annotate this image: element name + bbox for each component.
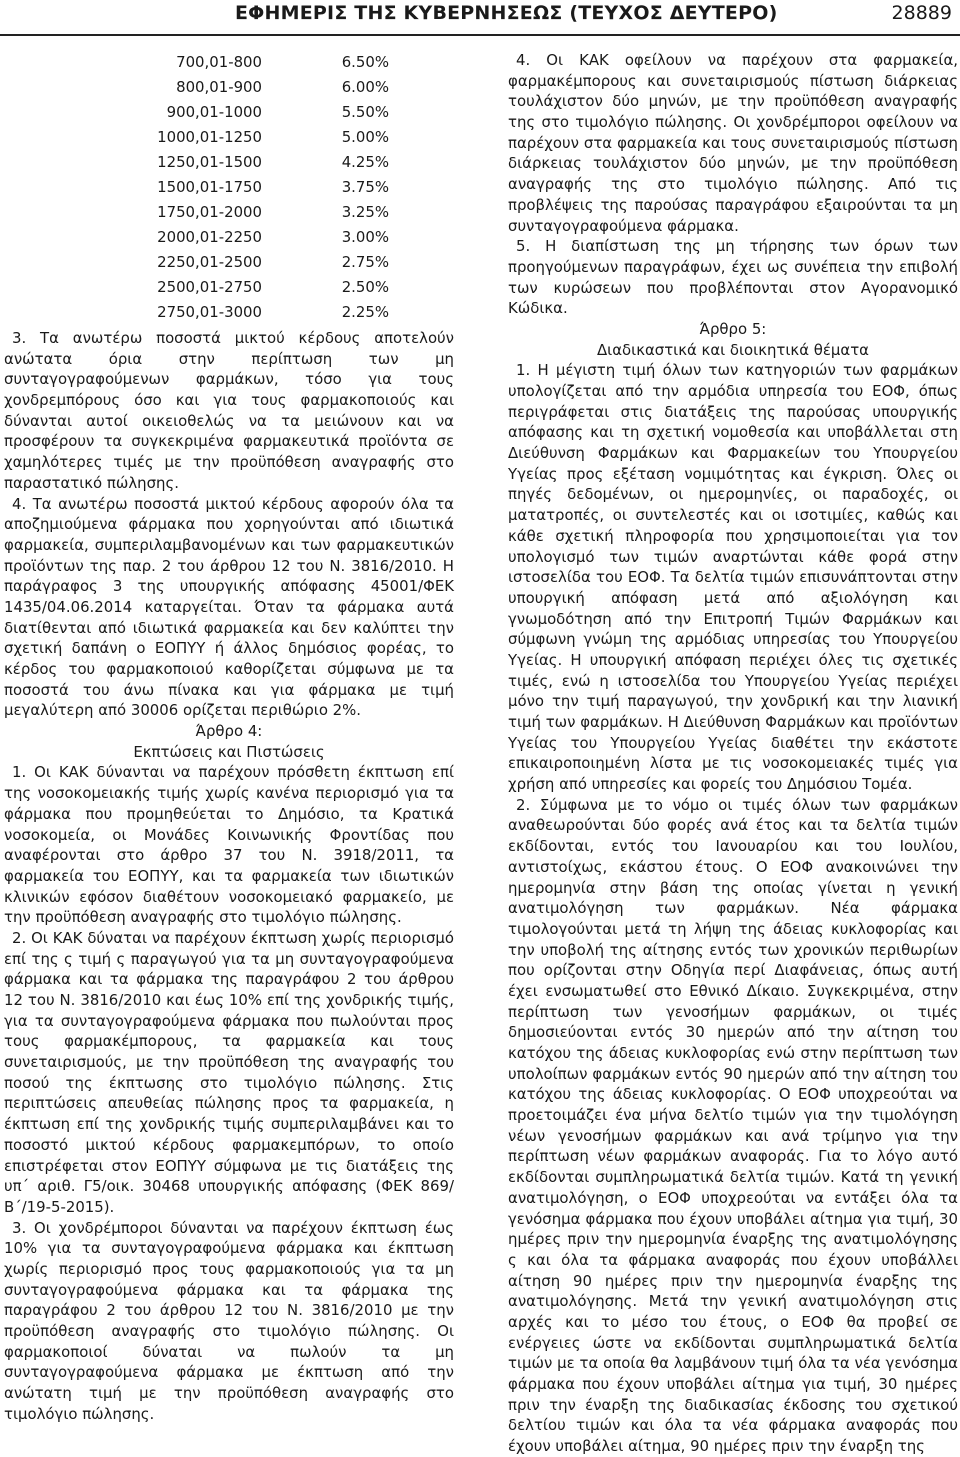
price-band: 900,01-1000 <box>166 103 262 121</box>
margin-rate: 4.25% <box>341 153 389 171</box>
paragraph-3: 3. Τα ανωτέρω ποσοστά μικτού κέρδους αποτελούν ανώτατα όρια στην περίπτωση των μη συνταγογραφούμενων φαρμάκων, τόσο για τους χονδρεμπόρους όσο και για τους φαρμακοποιούς και δύνανται αυτοί οικειοθελώς να τα μειώνουν και να προσφέρουν τα συγκεκριμένα φαρμακευτικά προϊόντα σε χαμηλότερες τιμές με την προϋπόθεση αναγραφής στο παραστατικό πώλησης. <box>4 329 454 492</box>
margin-rate: 2.25% <box>341 303 389 321</box>
paragraph-4: 4. Τα ανωτέρω ποσοστά μικτού κέρδους αφορούν όλα τα αποζημιούμενα φάρμακα που χορηγούνται από ιδιωτικά φαρμακεία, συμπεριλαμβανομένων και των φαρμακευτικών προϊόντων της παρ. 2 του άρθρου 12 του Ν. 3816/2010. Η παράγραφος 3 της υπουργικής απόφασης 45001/ΦΕΚ 1435/04.06.2014 καταργείται. Όταν τα φάρμακα αυτά διατίθενται από ιδιωτικά φαρμακεία και δεν καλύπτει την σχετική δαπάνη ο ΕΟΠΥΥ ή άλλος δημόσιος φορέας, το κέρδος του φαρμακοποιού καθορίζεται σύμφωνα με τα ποσοστά του άνω πίνακα και για φάρμακα με τιμή μεγαλύτερη από 30006 ορίζεται περιθώριο 2%. <box>4 494 454 720</box>
margin-rate: 2.75% <box>341 253 389 271</box>
margin-rate: 5.50% <box>341 103 389 121</box>
margin-rate: 2.50% <box>341 278 389 296</box>
table-row <box>80 200 389 225</box>
table-row <box>80 175 389 200</box>
margin-rate: 6.00% <box>341 78 389 96</box>
price-band: 700,01-800 <box>176 53 262 71</box>
price-band: 2250,01-2500 <box>157 253 262 271</box>
price-band: 1750,01-2000 <box>157 203 262 221</box>
price-band: 1000,01-1250 <box>157 128 262 146</box>
article-4-paragraph-2: 2. Οι ΚΑΚ δύναται να παρέχουν έκπτωση χωρίς περιορισμό επί της ς τιμή ς παραγωγού για τα μη συνταγογραφούμενα φάρμακα και τα φάρμακα της παραγράφου 2 του άρθρου 12 του Ν. 3816/2010 και έως 10% επί της χονδρικής τιμής, για τα συνταγογραφούμενα φάρμακα που πωλούνται προς τους φαρμακέμπορους, τα φαρμακεία και τους συνεταιρισμούς, με την προϋπόθεση της αναγραφής του ποσού της έκπτωσης στο τιμολόγιο πώλησης. Στις περιπτώσεις απευθείας πώλησης προς τα φαρμακεία, η έκπτωση επί της χονδρικής τιμής συμπεριλαμβάνει και το ποσοστό μικτού κέρδους φαρμακεμπόρων, το οποίο επιστρέφεται στον ΕΟΠΥΥ σύμφωνα με τις διατάξεις της υπ΄ αριθ. Γ5/οικ. 30468 υπουργικής απόφασης (ΦΕΚ 869/Β΄/19-5-2015). <box>4 928 454 1216</box>
margin-rate: 3.00% <box>341 228 389 246</box>
margin-rate: 3.25% <box>341 203 389 221</box>
article-4-paragraph-3: 3. Οι χονδρέμποροι δύνανται να παρέχουν έκπτωση έως 10% για τα συνταγογραφούμενα φάρμακα και έκπτωση χωρίς περιορισμό προς τους φαρμακοποιούς για τα μη συνταγογραφούμενα φάρμακα και τα φάρμακα της παραγράφου 2 του άρθρου 12 του Ν. 3816/2010 με την προϋπόθεση αναγραφής στο τιμολόγιο πώλησης. Οι φαρμακοποιοί δύναται να πωλούν τα μη συνταγογραφούμενα φάρμακα με έκπτωση από την ανώτατη τιμή με την προϋπόθεση αναγραφής στο τιμολόγιο πώλησης. <box>4 1218 454 1423</box>
article-4-paragraph-4: 4. Οι ΚΑΚ οφείλουν να παρέχουν στα φαρμακεία, φαρμακέμπορους και συνεταιρισμούς πίστωση διάρκειας τουλάχιστον δύο μηνών, με την προϋπόθεση αναγραφής της στο τιμολόγιο πώλησης. Οι χονδρέμποροι οφείλουν να παρέχουν στα φαρμακεία και τους συνεταιρισμούς πίστωση διάρκειας τουλάχιστον δύο μηνών, με την προϋπόθεση αναγραφής της στο τιμολόγιο πώλησης. Από τις προβλέψεις της παρούσας παραγράφου εξαιρούνται τα μη συνταγογραφούμενα φάρμακα. <box>508 51 958 235</box>
price-band: 1250,01-1500 <box>157 153 262 171</box>
price-band: 2750,01-3000 <box>157 303 262 321</box>
left-column <box>4 50 454 1424</box>
article-5-paragraph-2: 2. Σύμφωνα με το νόμο οι τιμές όλων των φαρμάκων αναθεωρούνται δύο φορές ανά έτος και τα δελτία τιμών εκδίδονται, εντός του Ιανουαρίου και του Ιουλίου, αντιστοίχως, εκάστου έτους. Ο ΕΟΦ ανακοινώνει την ημερομηνία στην βάση της οποίας γίνεται η γενική ανατιμολόγηση των φαρμάκων. Νέα φάρμακα τιμολογούνται μετά τη λήψη της άδειας κυκλοφορίας και την υποβολή της αίτησης εντός των χρονικών περιθωρίων που ορίζονται στην Οδηγία περί Διαφάνειας, όπως αυτή έχει ενσωματωθεί στο Εθνικό Δίκαιο. Συγκεκριμένα, στην περίπτωση των γενοσήμων φαρμάκων, οι τιμές δημοσιεύονται εντός 30 ημερών από την αίτηση του κατόχου της άδειας κυκλοφορίας ενώ στην περίπτωση των υπολοίπων φαρμάκων εντός 90 ημερών από την αίτηση του κατόχου της άδειας κυκλοφορίας. Ο ΕΟΦ υποχρεούται να προετοιμάζει ένα μήνα δελτίο τιμών για την τιμολόγηση νέων γενοσήμων φαρμάκων και ανά τρίμηνο για την περίπτωση νέων φαρμάκων αναφοράς. Για το λόγο αυτό εκδίδονται συμπληρωματικά δελτία τιμών. Κατά τη γενική ανατιμολόγηση, ο ΕΟΦ υποχρεούται να εντάξει όλα τα γενόσημα φάρμακα που έχουν υποβάλει αίτημα για τιμή, 30 ημέρες πριν την ημερομηνία έναρξης της ανατιμολόγησης ς και όλα τα φάρμακα αναφοράς που έχουν υποβάλλει αίτηση 90 ημέρες πριν την ημερομηνία έναρξης της ανατιμολόγησης. Μετά την γενική ανατιμολόγηση στις αρχές και το μέσο του έτους, ο ΕΟΦ θα προβεί σε ενέργειες ώστε να εκδίδονται συμπληρωματικά δελτία τιμών με τα οποία θα λαμβάνουν τιμή όλα τα νέα γενόσημα φάρμακα που έχουν υποβάλει αίτημα για τιμή, 30 ημέρες πριν την έναρξη της διαδικασίας έκδοσης του σχετικού δελτίου τιμών και όλα τα νέα φάρμακα αναφοράς που έχουν υποβάλει αίτημα, 90 ημέρες πριν την έναρξη της <box>508 795 958 1456</box>
article-5-title: Διαδικαστικά και διοικητικά θέματα <box>597 340 869 359</box>
table-row <box>80 150 389 175</box>
table-row <box>80 250 389 275</box>
article-4-paragraph-5: 5. Η διαπίστωση της μη τήρησης των όρων των προηγούμενων παραγράφων, έχει ως συνέπεια την επιβολή των κυρώσεων που προβλέπονται στον Αγορανομικό Κώδικα. <box>508 237 958 318</box>
table-row <box>80 75 389 100</box>
table-row <box>80 100 389 125</box>
margin-rate: 3.75% <box>341 178 389 196</box>
page-header <box>0 0 960 36</box>
table-row <box>80 300 389 325</box>
margin-rate: 6.50% <box>341 53 389 71</box>
price-band: 1500,01-1750 <box>157 178 262 196</box>
article-4-paragraph-1: 1. Οι ΚΑΚ δύνανται να παρέχουν πρόσθετη έκπτωση επί της νοσοκομειακής τιμής χωρίς κανένα περιορισμό για τα φάρμακα που προμηθεύεται το Δημόσιο, τα Κρατικά νοσοκομεία, οι Μονάδες Κοινωνικής Φροντίδας που αναφέρονται στο άρθρο 37 του Ν. 3918/2011, τα φαρμακεία του ΕΟΠΥΥ, και τα φαρμακεία των ιδιωτικών κλινικών εφόσον διαθέτουν νοσοκομειακό φαρμακείο, με την προϋπόθεση αναγραφής στο τιμολόγιο πώλησης. <box>4 763 454 927</box>
table-row <box>80 50 389 75</box>
article-5-heading: Άρθρο 5: <box>699 319 767 338</box>
profit-margin-table <box>80 50 389 325</box>
price-band: 2000,01-2250 <box>157 228 262 246</box>
page-number: 28889 <box>891 2 952 24</box>
table-row <box>80 125 389 150</box>
article-5-paragraph-1: 1. Η μέγιστη τιμή όλων των κατηγοριών των φαρμάκων υπολογίζεται από την αρμόδια υπηρεσία του ΕΟΦ, όπως περιγράφεται στις διατάξεις της παρούσας υπουργικής απόφασης και τη σχετική νομοθεσία και υποβάλλεται στη Διεύθυνση Φαρμάκων και Φαρμακείων του Υπουργείου Υγείας προς εξέταση νομιμότητας και έγκριση. Όλες οι πηγές δεδομένων, οι ημερομηνίες, οι παραδοχές, οι ματατροπές, οι συντελεστές και οι ισοτιμίες, καθώς και κάθε σχετική πληροφορία που χρησιμοποιείται για τον υπολογισμό των τιμών αναρτώνται κάθε φορά στην ιστοσελίδα του ΕΟΦ. Τα δελτία τιμών επισυνάπτονται στην υπουργική απόφαση μετά από αξιολόγηση και γνωμοδότηση από την Επιτροπή Τιμών Φαρμάκων και σύμφωνη γνώμη της αρμόδιας υπηρεσίας του Υπουργείου Υγείας. Η υπουργική απόφαση περιέχει όλες τις σχετικές τιμές, ενώ η ιστοσελίδα του Υπουργείου Υγείας περιέχει μόνο την τιμή παραγωγού, την χονδρική και την λιανική τιμή των φαρμάκων. Η Διεύθυνση Φαρμάκων και προϊόντων Υγείας του Υπουργείου Υγείας διαθέτει την εκάστοτε επικαιροποιημένη λίστα με τις νοσοκομειακές τιμές για χρήση από υπηρεσίες και φορείς του Δημόσιου Τομέα. <box>508 361 958 794</box>
article-4-heading: Άρθρο 4: <box>195 722 263 741</box>
price-band: 2500,01-2750 <box>157 278 262 296</box>
margin-rate: 5.00% <box>341 128 389 146</box>
table-row <box>80 225 389 250</box>
table-row <box>80 275 389 300</box>
gazette-title: ΕΦΗΜΕΡΙΣ ΤΗΣ ΚΥΒΕΡΝΗΣΕΩΣ (ΤΕΥΧΟΣ ΔΕΥΤΕΡΟ) <box>235 2 778 24</box>
article-4-title: Εκπτώσεις και Πιστώσεις <box>133 742 325 761</box>
price-band: 800,01-900 <box>176 78 262 96</box>
right-column <box>508 50 958 1457</box>
